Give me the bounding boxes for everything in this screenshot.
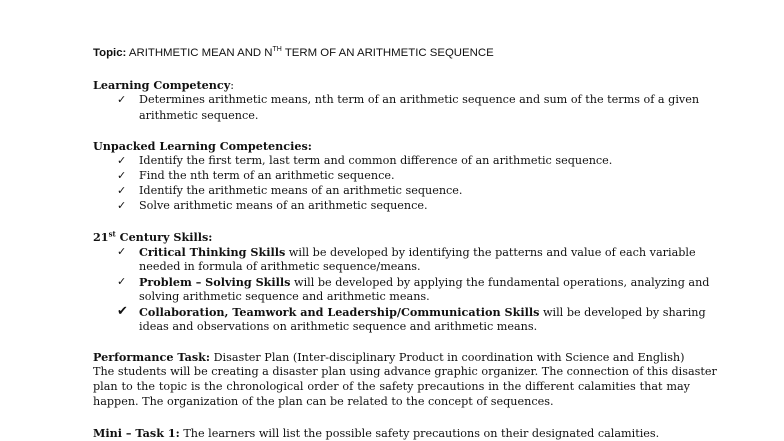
performance-line: The students will be creating a disaster plan using advance graphic organizer. The connection of this disaster [93, 365, 717, 378]
learning-competency-item-line1: Determines arithmetic means, nth term of an arithmetic sequence and sum of the terms of a given [139, 93, 700, 106]
skills-heading-num: 21 [93, 230, 109, 244]
skill-name: Collaboration, Teamwork and Leadership/Communication Skills [139, 305, 540, 319]
skill-item-line1 [139, 305, 706, 320]
skill-item-line2: ideas and observations on arithmetic sequence and arithmetic means. [139, 320, 538, 333]
topic-label: Topic: [93, 47, 127, 59]
unpacked-heading: Unpacked Learning Competencies: [93, 139, 312, 153]
skill-desc: will be developed by identifying the patterns and value of each variable [285, 246, 696, 259]
performance-title [93, 350, 685, 365]
unpacked-item: Identify the arithmetic means of an arithmetic sequence. [139, 184, 463, 197]
topic-text-a: ARITHMETIC MEAN AND N [128, 47, 273, 59]
unpacked-item: Solve arithmetic means of an arithmetic sequence. [139, 199, 428, 212]
skill-item-line2: needed in formula of arithmetic sequence/means. [139, 260, 421, 273]
unpacked-item: Find the nth term of an arithmetic sequence. [139, 169, 395, 182]
skills-heading-text: Century Skills: [115, 230, 213, 244]
mini-task-line [93, 426, 659, 441]
topic-sup: TH [272, 46, 282, 54]
check-icon: ✓ [117, 199, 127, 212]
check-icon: ✓ [117, 245, 127, 258]
learning-competency-heading [93, 78, 234, 93]
mini-task-text: The learners will list the possible safety precautions on their designated calamities. [179, 427, 660, 440]
topic-text [129, 47, 494, 59]
performance-line: plan to the topic is the chronological order of the safety precautions in the different calamities that may [93, 380, 690, 393]
learning-competency-colon: : [230, 79, 235, 92]
check-icon: ✓ [117, 169, 127, 182]
skill-desc: will be developed by sharing [539, 306, 706, 319]
learning-competency-item-line2: arithmetic sequence. [139, 109, 259, 122]
skills-heading-sup: st [108, 229, 116, 239]
learning-competency-heading-text: Learning Competency [93, 78, 231, 92]
performance-line: happen. The organization of the plan can be related to the concept of sequences. [93, 395, 554, 408]
skill-item-line2: solving arithmetic sequence and arithmetic means. [139, 290, 430, 303]
topic-line [93, 46, 494, 60]
skill-name: Critical Thinking Skills [139, 245, 286, 259]
unpacked-item: Identify the first term, last term and common difference of an arithmetic sequence. [139, 154, 613, 167]
check-icon: ✓ [117, 184, 127, 197]
skill-name: Problem – Solving Skills [139, 275, 291, 289]
topic-text-b: TERM OF AN ARITHMETIC SEQUENCE [281, 47, 494, 59]
check-icon: ✓ [117, 154, 127, 167]
skill-item-line1 [139, 245, 696, 260]
skill-desc: will be developed by applying the fundamental operations, analyzing and [290, 276, 710, 289]
heavy-check-icon: ✔ [117, 304, 128, 319]
mini-task-label: Mini – Task 1: [93, 426, 180, 440]
skills-heading [93, 230, 212, 244]
skill-item-line1 [139, 275, 710, 290]
performance-label: Performance Task: [93, 350, 211, 364]
check-icon: ✓ [117, 93, 127, 106]
performance-title-text: Disaster Plan (Inter-disciplinary Product in coordination with Science and English) [210, 351, 685, 364]
check-icon: ✓ [117, 275, 127, 288]
